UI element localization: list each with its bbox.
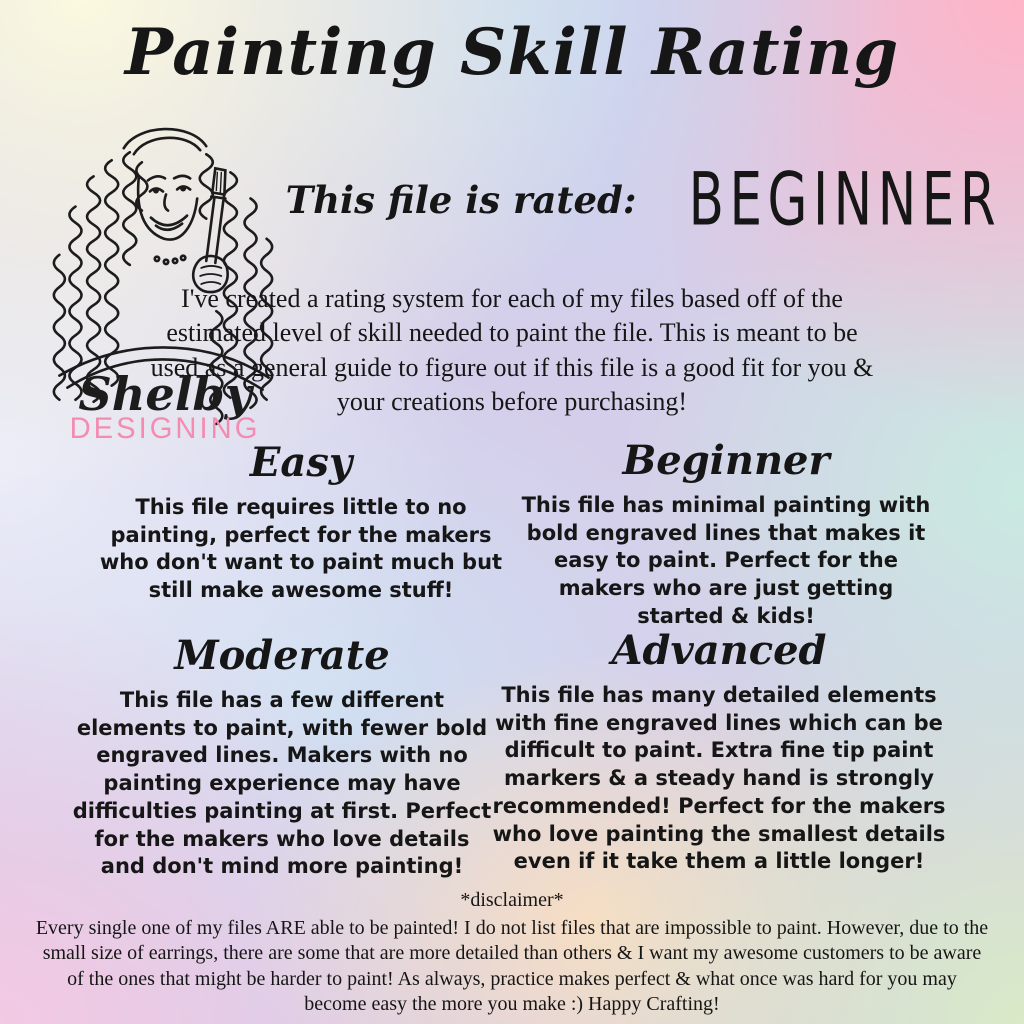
paintbrush-bristle-lines: [216, 172, 221, 192]
pupil-left: [154, 189, 157, 192]
necklace-bead: [173, 259, 177, 263]
file-rating-banner: [285, 150, 1001, 250]
rating-section-moderate: [72, 632, 492, 881]
nose: [164, 194, 168, 210]
disclaimer-title: *disclaimer*: [460, 889, 564, 911]
pupil-right: [181, 187, 184, 190]
logo-name: Shelby: [78, 366, 252, 421]
rating-heading-moderate: Moderate: [174, 632, 390, 679]
disclaimer: [35, 888, 989, 1018]
eyebrow-left: [148, 176, 165, 180]
hair-strand: [200, 154, 213, 218]
rating-heading-easy: Easy: [249, 439, 353, 486]
rating-description-easy: This file requires little to no painting, perfect for the makers who don't want to paint much but still make awesome stuff!: [99, 495, 503, 603]
logo-subtitle: DESIGNING: [69, 412, 261, 444]
rating-description-moderate: This file has a few different elements to paint, with fewer bold engraved lines. Makers with no painting experience may have difficulties painting at first. Perfect for the makers who love details and don't mind more painting!: [72, 688, 492, 879]
paintbrush-handle: [206, 199, 223, 263]
hair-strand: [123, 152, 136, 265]
hair-strand: [54, 255, 65, 400]
rating-description-beginner: This file has minimal painting with bold engraved lines that makes it easy to paint. Perfect for the makers who are just getting started & kids!: [521, 493, 931, 628]
rating-heading-beginner: Beginner: [622, 437, 830, 484]
necklace-bead: [181, 256, 185, 260]
necklace-bead: [155, 257, 159, 261]
rating-section-advanced: [488, 627, 950, 876]
hair-top-inner: [134, 138, 200, 154]
intro-paragraph: I've created a rating system for each of my files based off of the estimated level of skill needed to paint the file. This is meant to be used as a general guide to figure out if this file is a good fit for you & your creations before purchasing!: [150, 284, 874, 416]
necklace-bead: [164, 260, 168, 264]
rating-section-beginner: [515, 437, 937, 631]
rated-value: BEGINNER: [688, 157, 1001, 243]
paintbrush-icon: [212, 168, 225, 194]
rated-label: This file is rated:: [285, 178, 637, 222]
disclaimer-body: Every single one of my files ARE able to be painted! I do not list files that are impossible to paint. However, due to the small size of earrings, there are some that are more detailed than others & I want my awesome customers to be aware of the ones that might be harder to paint! As always, practice makes perfect & what once was hard for you may become easy the more you make :) Happy Crafting!: [35, 916, 989, 1016]
page-title: Painting Skill Rating: [124, 15, 900, 90]
rating-heading-advanced: Advanced: [611, 627, 827, 674]
rating-description-advanced: This file has many detailed elements with fine engraved lines which can be difficult to paint. Extra fine tip paint markers & a steady hand is strongly recommended! Perfect for the makers who love painting the smallest details even if it take them a little longer!: [492, 683, 946, 874]
eyebrow-right: [174, 176, 190, 179]
rating-section-easy: [95, 439, 507, 605]
